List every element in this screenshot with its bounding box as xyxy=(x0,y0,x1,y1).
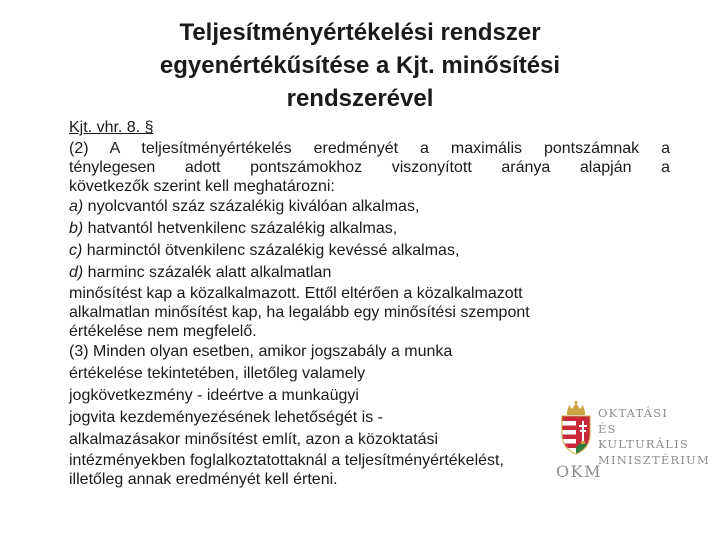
list-text-a: nyolcvantól száz százalékig kiválóan alkalmas, xyxy=(83,198,420,215)
list-marker-b: b) xyxy=(69,220,84,237)
list-item-a xyxy=(69,196,670,218)
paragraph-3-line-3: jogkövetkezmény - ideértve a munkaügyi xyxy=(69,387,359,404)
list-marker-c: c) xyxy=(69,242,83,259)
ministry-name-line-3: MINISZTÉRIUM xyxy=(598,452,710,467)
ministry-name-line-1: OKTATÁSI xyxy=(598,406,669,420)
ministry-abbreviation: OKM xyxy=(556,462,602,481)
paragraph-2-outro-line-2: alkalmatlan minősítést kap, ha legalább egy minősítési szempont xyxy=(69,304,530,321)
title-line-1: Teljesítményértékelési rendszer xyxy=(179,19,541,46)
list-text-b: hatvantól hetvenkilenc százalékig alkalmas, xyxy=(83,220,398,237)
title-line-3: rendszerével xyxy=(286,85,434,112)
title-line-2: egyenértékűsítése a Kjt. minősítési xyxy=(159,52,561,79)
list-item-b xyxy=(69,218,670,240)
paragraph-2-outro-line-3: értékelése nem megfelelő. xyxy=(69,323,257,340)
paragraph-2-intro-line-3: következők szerint kell meghatározni: xyxy=(69,178,335,195)
paragraph-3-line-1: (3) Minden olyan esetben, amikor jogszabály a munka xyxy=(69,343,453,360)
list-text-c: harminctól ötvenkilenc százalékig kevéssé alkalmas, xyxy=(82,242,460,259)
list-marker-a: a) xyxy=(69,198,84,215)
paragraph-3-line-4: jogvita kezdeményezésének lehetőségét is - xyxy=(69,409,383,426)
slide-title xyxy=(80,16,640,115)
list-text-d: harminc százalék alatt alkalmatlan xyxy=(83,264,332,281)
paragraph-2-outro-line-1: minősítést kap a közalkalmazott. Ettől eltérően a közalkalmazott xyxy=(69,285,523,302)
list-item-c xyxy=(69,240,670,262)
ministry-name xyxy=(598,406,710,468)
paragraph-3-line-7: illetőleg annak eredményét kell érteni. xyxy=(69,471,338,488)
list-item-d xyxy=(69,262,670,284)
ministry-logo xyxy=(548,398,708,488)
list-marker-d: d) xyxy=(69,264,84,281)
paragraph-2-intro-line-1: (2) A teljesítményértékelés eredményét a maximális pontszámnak a xyxy=(69,140,670,157)
hungarian-coat-of-arms-icon xyxy=(558,400,594,456)
legal-reference: Kjt. vhr. 8. § xyxy=(69,119,154,136)
paragraph-3-line-2: értékelése tekintetében, illetőleg valamely xyxy=(69,365,366,382)
paragraph-3-line-6: intézményekben foglalkoztatottaknál a teljesítményértékelést, xyxy=(69,452,504,469)
ministry-name-line-2: ÉS KULTURÁLIS xyxy=(598,421,689,451)
paragraph-2-intro-line-2: ténylegesen adott pontszámokhoz viszonyított aránya alapján a xyxy=(69,159,670,176)
paragraph-3-line-5: alkalmazásakor minősítést említ, azon a közoktatási xyxy=(69,431,439,448)
